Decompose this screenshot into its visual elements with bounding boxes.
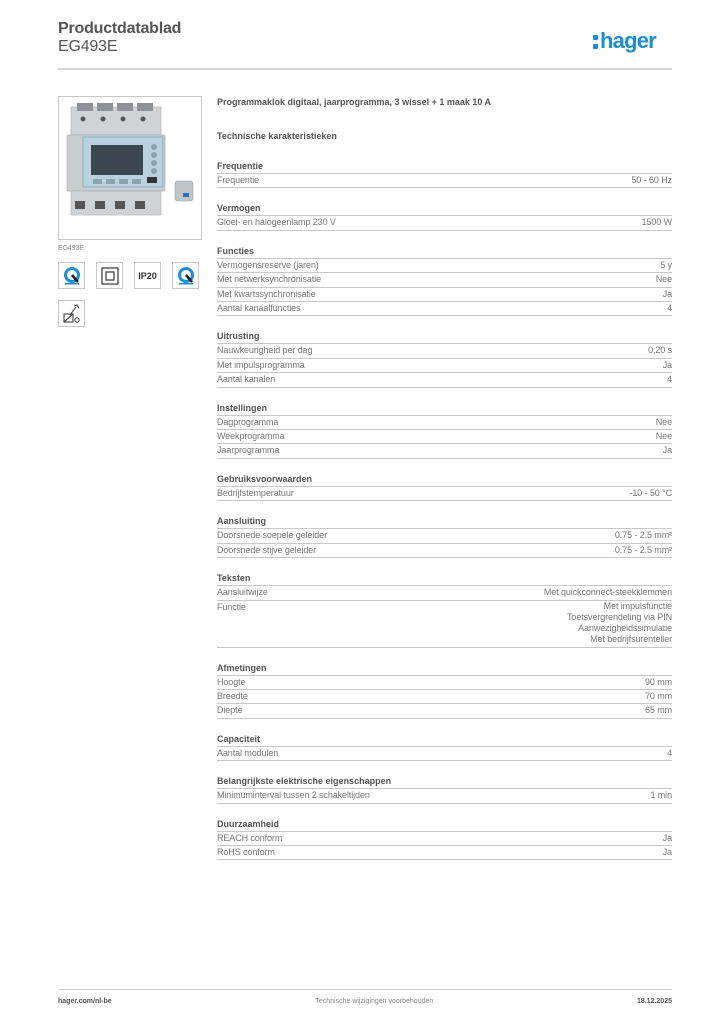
spec-row: Diepte 65 mm: [217, 704, 672, 718]
spec-row: Aantal modulen 4: [217, 747, 672, 761]
section-title: Belangrijkste elektrische eigenschappen: [217, 775, 672, 789]
section-title: Instellingen: [217, 402, 672, 416]
section-teksten: [217, 572, 672, 647]
logo-colon-icon: [593, 35, 598, 49]
product-code: EG493E: [58, 38, 118, 55]
spec-row: Minimuminterval tussen 2 schakeltijden 1 min: [217, 789, 672, 803]
document-date: 18.12.2025: [636, 998, 672, 1005]
quickconnect-icon: [58, 262, 85, 289]
spec-row: Dagprogramma Nee: [217, 416, 672, 430]
spec-row: RoHS conform Ja: [217, 846, 672, 860]
section-title: Afmetingen: [217, 662, 672, 676]
double-insulation-icon: [96, 262, 123, 289]
spec-row: Functie Met impulsfunctie Toetsvergrendeling via PIN Aanwezigheidssimulatie Met bedrijfsurenteller: [217, 601, 672, 648]
spec-row: REACH conform Ja: [217, 832, 672, 846]
spec-row: Met netwerksynchronisatie Nee: [217, 273, 672, 287]
page-title: Productdatablad: [58, 20, 182, 37]
din-rail-mount-icon: [58, 300, 85, 327]
spec-row: Met kwartssynchronisatie Ja: [217, 288, 672, 302]
document-header: [58, 20, 181, 56]
section-uitrusting: [217, 330, 672, 387]
tech-heading: Technische karakteristieken: [217, 131, 337, 141]
section-frequentie: [217, 160, 672, 188]
spec-row: Vermogensreserve (jaren) 5 y: [217, 259, 672, 273]
spec-row: Aansluitwijze Met quickconnect-steekklemmen: [217, 586, 672, 600]
section-aansluiting: [217, 515, 672, 558]
spec-row: Hoogte 90 mm: [217, 676, 672, 690]
section-gebruiksvoorwaarden: [217, 473, 672, 501]
section-title: Capaciteit: [217, 733, 672, 747]
spec-row: Aantal kanalen 4: [217, 373, 672, 387]
specifications-column: [217, 96, 672, 860]
spec-row: Gloei- en halogeenlamp 230 V 1500 W: [217, 216, 672, 230]
section-afmetingen: [217, 662, 672, 719]
section-title: Uitrusting: [217, 330, 672, 344]
spec-row: Bedrijfstemperatuur -10 - 50 °C: [217, 487, 672, 501]
section-vermogen: [217, 202, 672, 230]
spec-row: Weekprogramma Nee: [217, 430, 672, 444]
section-capaciteit: [217, 733, 672, 761]
ip20-badge: IP20: [134, 262, 161, 289]
product-visual-column: [58, 96, 202, 327]
spec-row: Doorsnede stijve geleider 0.75 - 2.5 mm²: [217, 544, 672, 558]
section-title: Frequentie: [217, 160, 672, 174]
spec-row: Nauwkeurigheid per dag 0,20 s: [217, 344, 672, 358]
header-divider: [58, 68, 672, 70]
timer-device-icon: [59, 97, 201, 239]
spec-row: Doorsnede soepele geleider 0.75 - 2.5 mm²: [217, 529, 672, 543]
footer-divider: [58, 989, 672, 990]
section-title: Duurzaamheid: [217, 818, 672, 832]
section-instellingen: [217, 402, 672, 459]
spec-row: Met impulsprogramma Ja: [217, 359, 672, 373]
certification-badges: [58, 262, 208, 327]
quickconnect-icon-2: [172, 262, 199, 289]
section-title: Gebruiksvoorwaarden: [217, 473, 672, 487]
image-caption: EG493E: [58, 245, 84, 252]
spec-row: Frequentie 50 - 60 Hz: [217, 174, 672, 188]
section-duurzaamheid: [217, 818, 672, 861]
spec-row: Breedte 70 mm: [217, 690, 672, 704]
section-functies: [217, 245, 672, 317]
product-description: Programmaklok digitaal, jaarprogramma, 3 wissel + 1 maak 10 A: [217, 97, 492, 107]
product-image: [58, 96, 202, 240]
section-title: Teksten: [217, 572, 672, 586]
hager-logo: hager: [593, 28, 656, 54]
section-title: Functies: [217, 245, 672, 259]
disclaimer: Technische wijzigingen voorbehouden: [315, 998, 434, 1005]
spec-row: Jaarprogramma Ja: [217, 444, 672, 458]
website-link[interactable]: hager.com/nl-be: [58, 998, 112, 1005]
section-title: Aansluiting: [217, 515, 672, 529]
spec-row: Aantal kanaalfuncties 4: [217, 302, 672, 316]
section-elektrische-eigenschappen: [217, 775, 672, 803]
document-footer: [58, 998, 672, 1005]
section-title: Vermogen: [217, 202, 672, 216]
